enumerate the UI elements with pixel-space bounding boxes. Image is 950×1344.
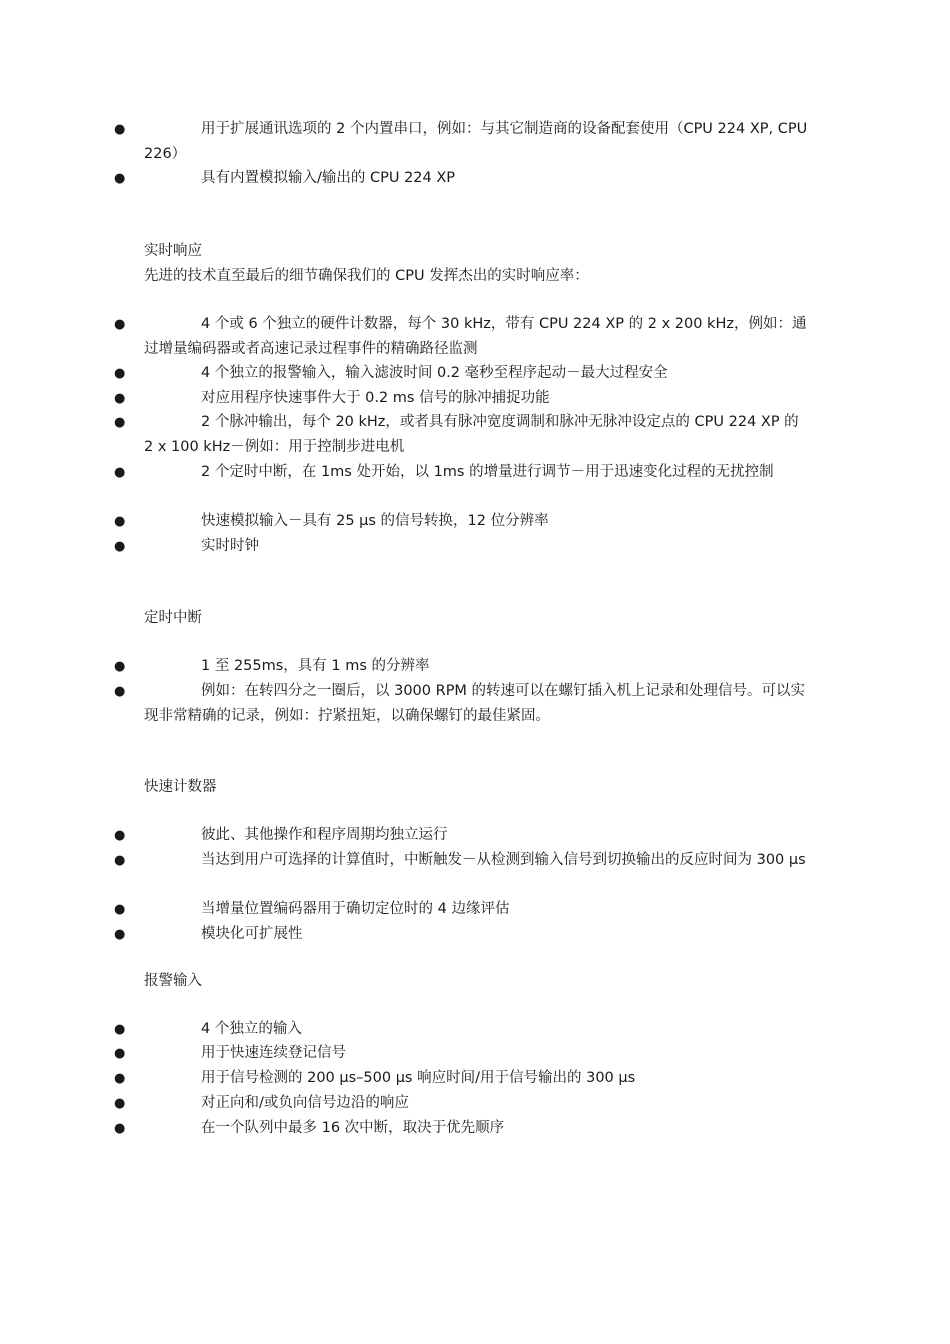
bullet-icon: ● bbox=[114, 927, 126, 942]
list-item: ● 彼此、其他操作和程序周期均独立运行 bbox=[144, 823, 809, 848]
list-item: ● 用于扩展通讯选项的 2 个内置串口，例如：与其它制造商的设备配套使用（CPU 224 XP, CPU 226） bbox=[144, 117, 809, 167]
list-item: ● 对应用程序快速事件大于 0.2 ms 信号的脉冲捕捉功能 bbox=[144, 386, 809, 411]
bullet-icon: ● bbox=[114, 1121, 126, 1136]
list-item: ● 当达到用户可选择的计算值时，中断触发－从检测到输入信号到切换输出的反应时间为 300 μs bbox=[144, 848, 809, 873]
bullet-icon: ● bbox=[114, 659, 126, 674]
bullet-icon: ● bbox=[114, 1046, 126, 1061]
bullet-icon: ● bbox=[114, 684, 126, 699]
bullet-icon: ● bbox=[114, 1096, 126, 1111]
bullet-icon: ● bbox=[114, 1022, 126, 1037]
list-item: ● 具有内置模拟输入/输出的 CPU 224 XP bbox=[144, 166, 809, 191]
bullet-icon: ● bbox=[114, 465, 126, 480]
list-item: ● 1 至 255ms，具有 1 ms 的分辨率 bbox=[144, 654, 809, 679]
bullet-icon: ● bbox=[114, 415, 126, 430]
bullet-icon: ● bbox=[114, 171, 126, 186]
bullet-icon: ● bbox=[114, 539, 126, 554]
bullet-icon: ● bbox=[114, 853, 126, 868]
bullet-icon: ● bbox=[114, 317, 126, 332]
list-item: ● 当增量位置编码器用于确切定位时的 4 边缘评估 bbox=[144, 897, 809, 922]
bullet-icon: ● bbox=[114, 366, 126, 381]
list-item: ● 用于快速连续登记信号 bbox=[144, 1041, 809, 1066]
list-item: ● 4 个独立的输入 bbox=[144, 1017, 809, 1042]
bullet-icon: ● bbox=[114, 391, 126, 406]
list-item: ● 在一个队列中最多 16 次中断，取决于优先顺序 bbox=[144, 1116, 809, 1141]
list-item: ● 2 个定时中断，在 1ms 处开始，以 1ms 的增量进行调节－用于迅速变化过程的无扰控制 bbox=[144, 460, 809, 485]
list-item: ● 快速模拟输入－具有 25 μs 的信号转换，12 位分辨率 bbox=[144, 509, 809, 534]
list-item: ● 对正向和/或负向信号边沿的响应 bbox=[144, 1091, 809, 1116]
list-item: ● 例如：在转四分之一圈后，以 3000 RPM 的转速可以在螺钉插入机上记录和处理信号。可以实现非常精确的记录，例如：拧紧扭矩，以确保螺钉的最佳紧固。 bbox=[144, 679, 809, 729]
bullet-icon: ● bbox=[114, 514, 126, 529]
bullet-icon: ● bbox=[114, 902, 126, 917]
bullet-icon: ● bbox=[114, 828, 126, 843]
list-item: ● 模块化可扩展性 bbox=[144, 922, 809, 947]
section-intro-realtime: 先进的技术直至最后的细节确保我们的 CPU 发挥杰出的实时响应率： bbox=[144, 268, 589, 284]
section-heading-counter: 快速计数器 bbox=[144, 779, 217, 795]
section-heading-timer: 定时中断 bbox=[144, 610, 202, 626]
list-item: ● 4 个或 6 个独立的硬件计数器，每个 30 kHz，带有 CPU 224 XP 的 2 x 200 kHz，例如：通过增量编码器或者高速记录过程事件的精确路径监测 bbox=[144, 312, 809, 362]
section-heading-alarm: 报警输入 bbox=[144, 973, 202, 989]
list-item: ● 用于信号检测的 200 μs–500 μs 响应时间/用于信号输出的 300 μs bbox=[144, 1066, 809, 1091]
list-item: ● 实时时钟 bbox=[144, 534, 809, 559]
bullet-icon: ● bbox=[114, 122, 126, 137]
bullet-icon: ● bbox=[114, 1071, 126, 1086]
list-item: ● 4 个独立的报警输入，输入滤波时间 0.2 毫秒至程序起动－最大过程安全 bbox=[144, 361, 809, 386]
list-item: ● 2 个脉冲输出，每个 20 kHz，或者具有脉冲宽度调制和脉冲无脉冲设定点的 CPU 224 XP 的 2 x 100 kHz－例如：用于控制步进电机 bbox=[144, 410, 809, 460]
section-heading-realtime: 实时响应 bbox=[144, 243, 202, 259]
